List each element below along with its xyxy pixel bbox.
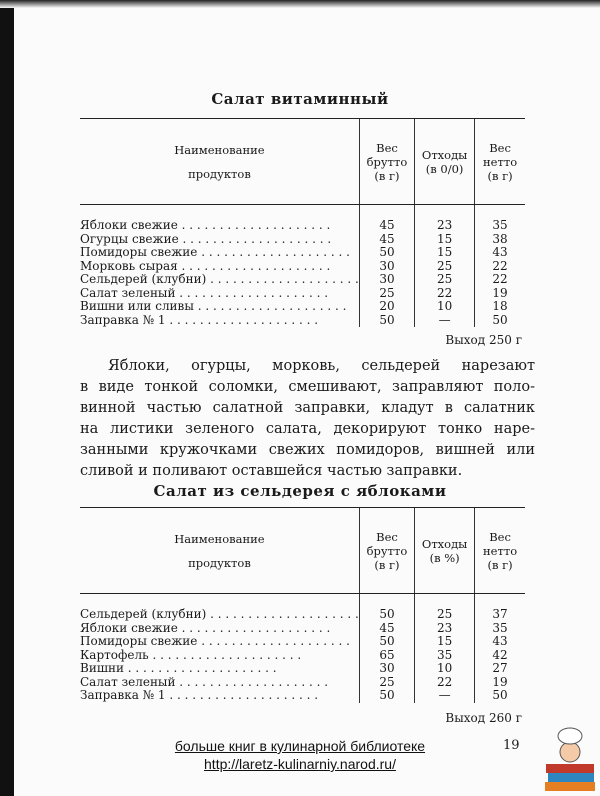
header-waste (415, 119, 475, 205)
ingredient-name (80, 622, 359, 636)
table-row (80, 689, 525, 703)
ingredient-name (80, 594, 359, 622)
header-net-line: нетто (483, 154, 518, 169)
gross-weight: 25 (359, 287, 414, 301)
table-row (80, 676, 525, 690)
net-weight: 19 (475, 676, 525, 690)
table-row (80, 314, 525, 328)
instruction-line: на листики зеленого салата, декорируют тонко наре- (80, 421, 535, 437)
waste-percent: 25 (415, 273, 475, 287)
header-waste-line: Отходы (421, 147, 468, 162)
ingredient-name (80, 662, 359, 676)
ingredient-name (80, 205, 359, 233)
library-link-text[interactable]: больше книг в кулинарной библиотеке (174, 738, 426, 754)
scan-edge-top (0, 0, 600, 8)
ingredient-name-text: Огурцы свежие (80, 232, 179, 246)
header-waste-line: (в %) (429, 550, 460, 565)
table-header-row (80, 508, 525, 594)
gross-weight: 45 (359, 233, 414, 247)
header-waste-line: Отходы (421, 536, 468, 551)
header-gross-line: Вес (376, 529, 398, 544)
waste-percent: 25 (415, 594, 475, 622)
table-row (80, 594, 525, 622)
net-weight: 43 (475, 635, 525, 649)
waste-percent: 25 (415, 260, 475, 274)
gross-weight: 50 (359, 689, 414, 703)
table-row (80, 260, 525, 274)
header-net-line: (в г) (487, 557, 513, 572)
instruction-line: винной частью салатной заправки, кладут в салатник (80, 400, 535, 416)
page-number: 19 (503, 738, 520, 753)
header-name-line: Наименование (174, 142, 265, 157)
ingredient-name (80, 676, 359, 690)
header-gross-line: (в г) (374, 168, 400, 183)
scan-edge (0, 0, 14, 796)
waste-percent: — (415, 314, 475, 328)
ingredients-table-2 (80, 507, 525, 703)
header-name-line: продуктов (188, 555, 251, 570)
waste-percent: 23 (415, 622, 475, 636)
gross-weight: 25 (359, 676, 414, 690)
net-weight: 18 (475, 300, 525, 314)
header-gross-line: (в г) (374, 557, 400, 572)
header-net (475, 508, 525, 594)
ingredients-table-1 (80, 118, 525, 327)
table-row (80, 246, 525, 260)
instruction-line: занными кружочками свежих помидоров, вишней или (80, 442, 535, 458)
table-row (80, 273, 525, 287)
ingredient-name-text: Салат зеленый (80, 675, 176, 689)
ingredient-name-text: Сельдерей (клубни) (80, 273, 207, 286)
recipe-title-1: Салат витаминный (211, 90, 389, 108)
net-weight: 35 (475, 622, 525, 636)
gross-weight: 45 (359, 622, 414, 636)
gross-weight: 30 (359, 260, 414, 274)
gross-weight: 50 (359, 246, 414, 260)
header-name-line: Наименование (174, 531, 265, 546)
waste-percent: 23 (415, 205, 475, 233)
ingredient-name-text: Заправка № 1 (80, 689, 166, 702)
table-row (80, 662, 525, 676)
header-name (80, 508, 359, 594)
waste-percent: 35 (415, 649, 475, 663)
table-row (80, 649, 525, 663)
yield-1: Выход 250 г (445, 333, 522, 347)
yield-2: Выход 260 г (445, 711, 522, 725)
ingredient-name-text: Картофель (80, 648, 149, 662)
gross-weight: 50 (359, 314, 414, 328)
waste-percent: 22 (415, 287, 475, 301)
header-net (475, 119, 525, 205)
header-gross (359, 508, 414, 594)
ingredient-name-text: Заправка № 1 (80, 313, 166, 327)
chef-books-icon (540, 720, 600, 796)
header-gross-line: брутто (366, 543, 408, 558)
header-name (80, 119, 359, 205)
net-weight: 50 (475, 314, 525, 328)
library-url-link[interactable]: http://laretz-kulinarniy.narod.ru/ (204, 756, 396, 772)
ingredient-name (80, 246, 359, 260)
header-net-line: Вес (489, 140, 511, 155)
ingredient-name-text: Салат зеленый (80, 286, 176, 300)
net-weight: 38 (475, 233, 525, 247)
waste-percent: 15 (415, 635, 475, 649)
header-gross-line: Вес (376, 140, 398, 155)
instruction-line: Яблоки, огурцы, морковь, сельдерей нарезают (108, 358, 535, 374)
ingredient-name (80, 287, 359, 301)
ingredient-name (80, 260, 359, 274)
waste-percent: 22 (415, 676, 475, 690)
header-net-line: (в г) (487, 168, 513, 183)
gross-weight: 20 (359, 300, 414, 314)
waste-percent: — (415, 689, 475, 703)
table-row (80, 287, 525, 301)
ingredient-name (80, 273, 359, 287)
header-net-line: Вес (489, 529, 511, 544)
waste-percent: 15 (415, 246, 475, 260)
ingredient-name-text: Помидоры свежие (80, 246, 198, 259)
table-header-row (80, 119, 525, 205)
header-gross-line: брутто (366, 154, 408, 169)
waste-percent: 15 (415, 233, 475, 247)
header-name-line: продуктов (188, 166, 251, 181)
net-weight: 22 (475, 273, 525, 287)
ingredient-name-text: Морковь сырая (80, 259, 178, 273)
header-net-line: нетто (483, 543, 518, 558)
recipe-title-2: Салат из сельдерея с яблоками (153, 482, 447, 500)
header-waste (415, 508, 475, 594)
net-weight: 42 (475, 649, 525, 663)
ingredient-name-text: Вишни (80, 662, 124, 675)
gross-weight: 65 (359, 649, 414, 663)
net-weight: 19 (475, 287, 525, 301)
table-row (80, 635, 525, 649)
table-row (80, 622, 525, 636)
ingredient-name-text: Яблоки свежие (80, 218, 178, 232)
header-waste-line: (в 0/0) (425, 161, 464, 176)
recipe-instructions (80, 356, 535, 482)
net-weight: 22 (475, 260, 525, 274)
ingredient-name-text: Сельдерей (клубни) (80, 607, 207, 621)
ingredient-name (80, 233, 359, 247)
net-weight: 43 (475, 246, 525, 260)
gross-weight: 30 (359, 273, 414, 287)
ingredient-name (80, 314, 359, 328)
gross-weight: 50 (359, 635, 414, 649)
waste-percent: 10 (415, 300, 475, 314)
ingredient-name (80, 300, 359, 314)
gross-weight: 30 (359, 662, 414, 676)
net-weight: 35 (475, 205, 525, 233)
ingredient-name (80, 635, 359, 649)
net-weight: 37 (475, 594, 525, 622)
table-row (80, 300, 525, 314)
instruction-line: в виде тонкой соломки, смешивают, заправляют поло- (80, 379, 535, 395)
net-weight: 27 (475, 662, 525, 676)
gross-weight: 50 (359, 594, 414, 622)
table-row (80, 205, 525, 233)
table-row (80, 233, 525, 247)
waste-percent: 10 (415, 662, 475, 676)
header-gross (359, 119, 414, 205)
instruction-line: сливой и поливают оставшейся частью заправки. (80, 463, 463, 479)
ingredient-name (80, 689, 359, 703)
ingredient-name-text: Яблоки свежие (80, 621, 178, 635)
gross-weight: 45 (359, 205, 414, 233)
ingredient-name-text: Помидоры свежие (80, 635, 198, 648)
ingredient-name-text: Вишни или сливы (80, 300, 194, 313)
ingredient-name (80, 649, 359, 663)
net-weight: 50 (475, 689, 525, 703)
